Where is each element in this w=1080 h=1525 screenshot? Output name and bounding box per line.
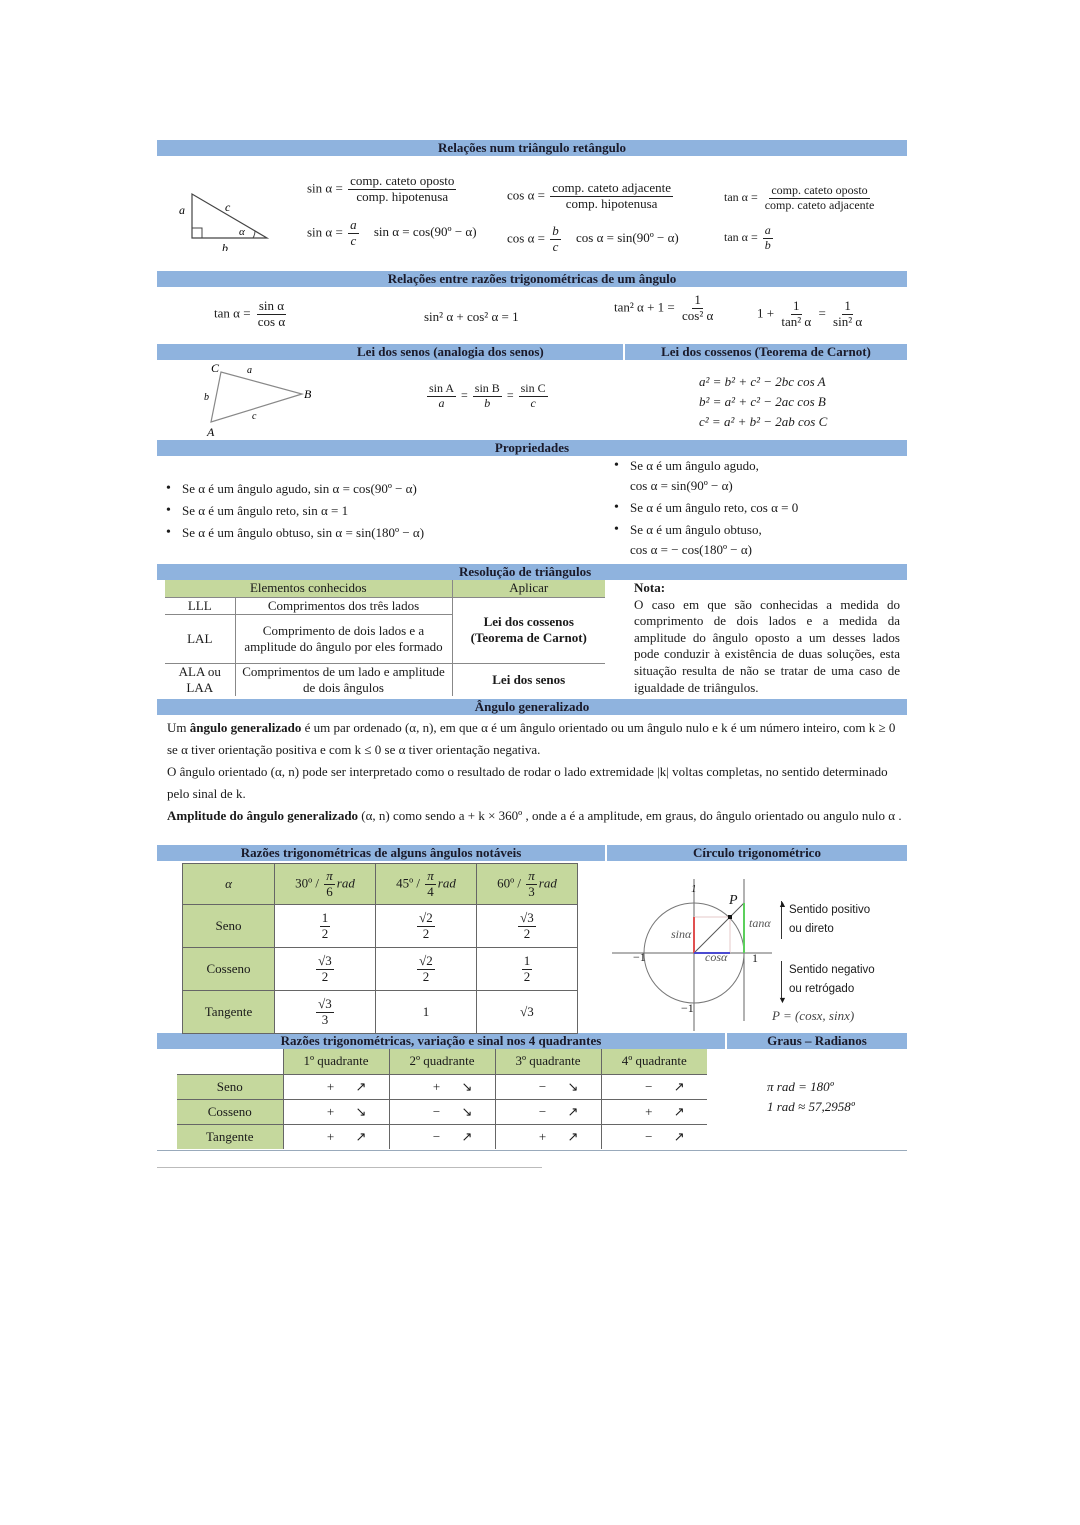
sign: + <box>645 1103 653 1119</box>
label-one-right: 1 <box>752 951 758 965</box>
def-term: ângulo generalizado <box>189 720 302 735</box>
cos-num: comp. cateto adjacente <box>552 180 671 195</box>
num: 1 <box>523 952 531 968</box>
quadrants-degrees-section <box>157 1049 907 1151</box>
laws-section <box>157 360 907 440</box>
header-q2: 2º quadrante <box>389 1049 495 1074</box>
sign: − <box>432 1103 441 1119</box>
tan-identity <box>214 299 289 330</box>
row-label-tangente: Tangente <box>183 991 275 1034</box>
den: 2 <box>523 968 531 984</box>
value-cell <box>477 905 578 948</box>
den: 2 <box>321 925 329 941</box>
law-of-cosines-title: Lei dos cossenos (Teorema de Carnot) <box>623 344 907 360</box>
denominator: 3 <box>528 883 535 899</box>
case-description: Comprimentos de um lado e amplitude de dois ângulos <box>242 663 445 695</box>
properties-section <box>157 456 907 564</box>
header-q1: 1º quadrante <box>283 1049 389 1074</box>
pythagorean-identity: sin² α + cos² α = 1 <box>424 309 519 324</box>
tan-short-num: a <box>764 223 771 237</box>
arrow-up-icon: ▲ <box>778 899 787 909</box>
tan-definition <box>724 184 878 213</box>
svg-text:A: A <box>207 425 215 438</box>
denominator: 4 <box>427 883 434 899</box>
note-text: O caso em que são conhecidas a medida do comprimento de dois lados e a medida da amplitude do ângulo oposto a um desses lados pode conduzir à existência de duas soluções, esta situação resulta de não se tratar de uma caso de igualdade de triângulos. <box>634 596 900 695</box>
label-minus-one-bottom: −1 <box>681 1001 694 1015</box>
cosine-law-b: b² = a² + c² − 2ac cos B <box>699 394 826 409</box>
property-line: Se α é um ângulo agudo, <box>630 458 759 473</box>
value-cell <box>376 948 477 991</box>
trend-arrow-icon: ↗ <box>461 1128 473 1144</box>
header-q3: 3º quadrante <box>495 1049 601 1074</box>
row-label-cosseno: Cosseno <box>183 948 275 991</box>
generalized-interpretation: O ângulo orientado (α, n) pode ser interpretado como o resultado de rodar o lado extremidade |k| voltas completas, no sentido determinado pelo sinal de k. <box>167 764 888 801</box>
unit: rad <box>437 874 456 890</box>
num: √3 <box>318 952 332 968</box>
sign: + <box>326 1103 335 1119</box>
cos-short <box>507 224 679 255</box>
svg-text:B: B <box>304 387 312 401</box>
notable-angles-table <box>182 863 578 1034</box>
sines-num-b: sin B <box>474 381 500 395</box>
amplitude-body: (α, n) como sendo a + k × 360º , onde a é a amplitude, em graus, do ângulo orientado ou angulo nulo α . <box>358 808 902 823</box>
sign: − <box>645 1078 653 1094</box>
sin-complement: sin α = cos(90º − α) <box>373 224 477 240</box>
cosine-law-a: a² = b² + c² − 2bc cos A <box>699 374 826 389</box>
def-prefix: Um <box>167 720 190 735</box>
property-item: • Se α é um ângulo reto, cos α = 0 <box>610 496 798 520</box>
deg-label: 60º / <box>497 874 522 890</box>
header-known-elements: Elementos conhecidos <box>165 580 452 597</box>
sines-den-c: c <box>530 395 536 410</box>
f4-den1: tan² α <box>781 313 812 329</box>
tan-lhs: tan α = <box>724 190 758 205</box>
footer-rule <box>157 1167 542 1168</box>
pi-rad-equals: π rad = 180º <box>767 1079 834 1094</box>
section-title-generalized-angle: Ângulo generalizado <box>157 699 907 715</box>
sign-cell <box>389 1099 495 1124</box>
trend-arrow-icon: ↗ <box>673 1128 685 1144</box>
cos-complement: cos α = sin(90º − α) <box>575 230 679 246</box>
value-cell <box>477 948 578 991</box>
unit: rad <box>538 874 557 890</box>
sin-short-den: c <box>350 232 357 248</box>
resolution-table <box>165 580 605 696</box>
negative-direction-note <box>778 961 875 1005</box>
den: 2 <box>422 968 430 984</box>
property-item: • Se α é um ângulo obtuso, sin α = sin(180º − α) <box>162 522 424 544</box>
law-of-sines-title: Lei dos senos (analogia dos senos) <box>357 344 544 359</box>
sign-cell <box>283 1074 389 1099</box>
label-one-top: 1 <box>691 883 697 895</box>
property-line: Se α é um ângulo obtuso, <box>630 522 762 537</box>
header-apply: Aplicar <box>452 580 605 597</box>
sign-cell <box>389 1124 495 1149</box>
header-alpha: α <box>183 864 275 905</box>
resolution-section <box>157 580 907 699</box>
sin-den: comp. hipotenusa <box>356 188 449 204</box>
trend-arrow-icon: ↘ <box>355 1103 367 1119</box>
f1-num: sin α <box>258 298 285 313</box>
trend-arrow-icon: ↘ <box>567 1078 579 1094</box>
property-item <box>610 520 798 560</box>
cos-short-num: b <box>552 223 559 238</box>
header-45 <box>376 864 477 905</box>
deg-label: 30º / <box>295 874 320 890</box>
generalized-definition <box>157 717 907 761</box>
point-coordinates: P = (cosx, sinx) <box>772 1008 855 1023</box>
notable-circle-section <box>157 861 907 1033</box>
quadrants-title: Razões trigonométricas, variação e sinal nos 4 quadrantes <box>280 1033 602 1048</box>
generalized-amplitude <box>157 805 907 827</box>
section-title-laws <box>157 344 907 360</box>
header-60 <box>477 864 578 905</box>
den: 3 <box>321 1011 329 1027</box>
relations-section <box>157 287 907 344</box>
sines-den-a: a <box>438 395 445 410</box>
resolution-note <box>634 580 900 696</box>
label-P: P <box>729 893 738 908</box>
section-title-resolution: Resolução de triângulos <box>157 564 907 580</box>
case-description: Comprimento de dois lados e a amplitude do ângulo por eles formado <box>244 622 443 654</box>
cosine-law-c: c² = a² + b² − 2ab cos C <box>699 414 828 429</box>
section-title-properties: Propriedades <box>157 440 907 456</box>
den: 2 <box>321 968 329 984</box>
section-title-right-triangle: Relações num triângulo retângulo <box>157 140 907 156</box>
row-label-seno: Seno <box>177 1074 283 1099</box>
sign-cell <box>283 1124 389 1149</box>
sign-cell <box>601 1124 707 1149</box>
apply-law-of-cosines: Lei dos cossenos (Teorema de Carnot) <box>452 597 605 663</box>
quadrants-table <box>177 1049 707 1149</box>
svg-text:c: c <box>225 200 231 214</box>
svg-text:a: a <box>247 365 252 376</box>
sin-definition <box>307 174 458 205</box>
value-cell <box>376 905 477 948</box>
trend-arrow-icon: ↗ <box>567 1103 579 1119</box>
sign-cell <box>283 1099 389 1124</box>
f4-num2: 1 <box>844 298 851 313</box>
svg-text:C: C <box>211 362 220 375</box>
note-title: Nota: <box>634 580 666 595</box>
generalized-angle-section <box>157 715 907 845</box>
sign-cell <box>601 1099 707 1124</box>
svg-text:α: α <box>239 226 245 238</box>
value-cell <box>275 948 376 991</box>
header-q4: 4º quadrante <box>601 1049 707 1074</box>
trend-arrow-icon: ↘ <box>461 1103 473 1119</box>
row-label-tangente: Tangente <box>177 1124 283 1149</box>
sin-short <box>307 218 477 249</box>
sign-cell <box>389 1074 495 1099</box>
property-line: cos α = − cos(180º − α) <box>630 542 752 557</box>
row-label-seno: Seno <box>183 905 275 948</box>
num: √2 <box>419 909 433 925</box>
degrees-title: Graus – Radianos <box>725 1033 907 1049</box>
section-title-relations: Relações entre razões trigonométricas de um ângulo <box>157 271 907 287</box>
trend-arrow-icon: ↗ <box>673 1103 685 1119</box>
f1-lhs: tan α = <box>214 305 251 321</box>
one-rad-approx: 1 rad ≈ 57,2958º <box>767 1099 855 1114</box>
sign: − <box>538 1078 547 1094</box>
num: √2 <box>419 952 433 968</box>
pi: π <box>528 867 535 883</box>
cot-squared-identity <box>757 299 866 330</box>
trend-arrow-icon: ↗ <box>673 1078 685 1094</box>
num: √3 <box>318 995 332 1011</box>
pi: π <box>326 867 333 883</box>
sign: − <box>538 1103 547 1119</box>
property-line: cos α = sin(90º − α) <box>630 478 733 493</box>
law-of-cosines-formulas <box>699 372 827 432</box>
right-triangle-diagram <box>177 186 277 251</box>
case-description: Comprimentos dos três lados <box>267 597 420 613</box>
sin-lhs: sin α = <box>307 180 343 196</box>
tan-short <box>724 224 775 253</box>
sign: + <box>326 1128 335 1144</box>
apply-law-of-sines: Lei dos senos <box>452 663 605 696</box>
svg-text:b: b <box>222 241 228 251</box>
label-tan: tanα <box>749 916 771 930</box>
negative-text-2: ou retrógado <box>789 983 855 995</box>
trend-arrow-icon: ↗ <box>355 1078 367 1094</box>
sin-short-num: a <box>350 217 357 232</box>
tan-short-lhs: tan α = <box>724 230 758 245</box>
def-body: é um par ordenado (α, n), em que α é um ângulo orientado ou um ângulo nulo e k é um número inteiro, com k ≥ 0 se α tiver orientação positiva e com k ≤ 0 se α tiver orientação negativa. <box>167 720 896 757</box>
trend-arrow-icon: ↘ <box>461 1078 473 1094</box>
cos-lhs: cos α = <box>507 187 545 203</box>
label-cos: cosα <box>705 950 728 964</box>
value-cell <box>275 905 376 948</box>
sines-num-c: sin C <box>520 381 546 395</box>
f4-num1: 1 <box>793 298 800 313</box>
negative-text: Sentido negativo <box>789 964 875 976</box>
degrees-radians-conversion <box>767 1077 855 1117</box>
sign-cell <box>495 1124 601 1149</box>
header-30 <box>275 864 376 905</box>
positive-text-2: ou direto <box>789 923 834 935</box>
positive-text: Sentido positivo <box>789 904 871 916</box>
property-item <box>610 456 798 496</box>
tan-squared-identity <box>614 293 717 324</box>
unit: rad <box>336 874 355 890</box>
sign: + <box>538 1128 547 1144</box>
case-code: LAL <box>165 614 235 663</box>
cos-short-lhs: cos α = <box>507 230 545 246</box>
num: 1 <box>321 909 329 925</box>
f3-den: cos² α <box>682 307 714 323</box>
cos-den: comp. hipotenusa <box>565 195 658 211</box>
value-cell: √3 <box>477 991 578 1034</box>
pi: π <box>427 867 434 883</box>
case-code: LLL <box>165 597 235 614</box>
right-triangle-section <box>157 156 907 263</box>
f4-eq: = <box>818 305 826 321</box>
den: 2 <box>523 925 531 941</box>
circle-title: Círculo trigonométrico <box>605 845 907 861</box>
section-title-quadrants-degrees <box>157 1033 907 1049</box>
sin-short-lhs: sin α = <box>307 224 343 240</box>
sign-cell <box>495 1074 601 1099</box>
label-minus-one-left: −1 <box>633 950 646 964</box>
property-item: • Se α é um ângulo reto, sin α = 1 <box>162 500 424 522</box>
sin-properties-list <box>162 478 424 544</box>
cos-short-den: c <box>552 238 559 254</box>
tan-den: comp. cateto adjacente <box>764 197 875 212</box>
f3-lhs: tan² α + 1 = <box>614 299 675 315</box>
sign-cell <box>495 1099 601 1124</box>
f3-num: 1 <box>694 292 701 307</box>
f1-den: cos α <box>257 313 286 329</box>
value-cell <box>275 991 376 1034</box>
sin-num: comp. cateto oposto <box>350 173 455 188</box>
trend-arrow-icon: ↗ <box>355 1128 367 1144</box>
formula-sheet <box>157 140 907 1168</box>
sign: + <box>432 1078 441 1094</box>
sines-den-b: b <box>484 395 491 410</box>
sign: − <box>645 1128 653 1144</box>
tan-num: comp. cateto oposto <box>771 183 868 197</box>
sines-num-a: sin A <box>429 381 455 395</box>
law-of-sines-formula: $\frac{\text{sin A}}{a}$ = $\frac{\text{sin B}}{b}$ = $\frac{\text{sin C}}{c}$ <box>429 381 546 410</box>
cos-properties-list <box>610 456 798 560</box>
denominator: 6 <box>326 883 333 899</box>
label-sin: sinα <box>671 927 692 941</box>
num: √3 <box>520 909 534 925</box>
svg-text:a: a <box>179 203 185 217</box>
cos-definition <box>507 181 675 212</box>
tan-short-den: b <box>764 237 771 252</box>
oblique-triangle-diagram <box>197 362 317 438</box>
trend-arrow-icon: ↗ <box>567 1128 579 1144</box>
sign: + <box>326 1078 335 1094</box>
svg-text:c: c <box>252 411 257 422</box>
notable-angles-title: Razões trigonométricas de alguns ângulos notáveis <box>240 845 522 860</box>
arrow-down-icon: ▼ <box>778 995 787 1005</box>
row-label-cosseno: Cosseno <box>177 1099 283 1124</box>
f4-den2: sin² α <box>833 313 863 329</box>
f4-pre: 1 + <box>757 305 775 321</box>
sign-cell <box>601 1074 707 1099</box>
value-cell: 1 <box>376 991 477 1034</box>
case-code: ALA ou LAA <box>165 663 235 696</box>
svg-text:b: b <box>204 392 209 403</box>
positive-direction-note <box>778 899 871 939</box>
section-title-notable-circle <box>157 845 907 861</box>
deg-label: 45º / <box>396 874 421 890</box>
den: 2 <box>422 925 430 941</box>
property-item: • Se α é um ângulo agudo, sin α = cos(90º − α) <box>162 478 424 500</box>
amplitude-term: Amplitude do ângulo generalizado <box>167 808 359 823</box>
sign: − <box>432 1128 441 1144</box>
